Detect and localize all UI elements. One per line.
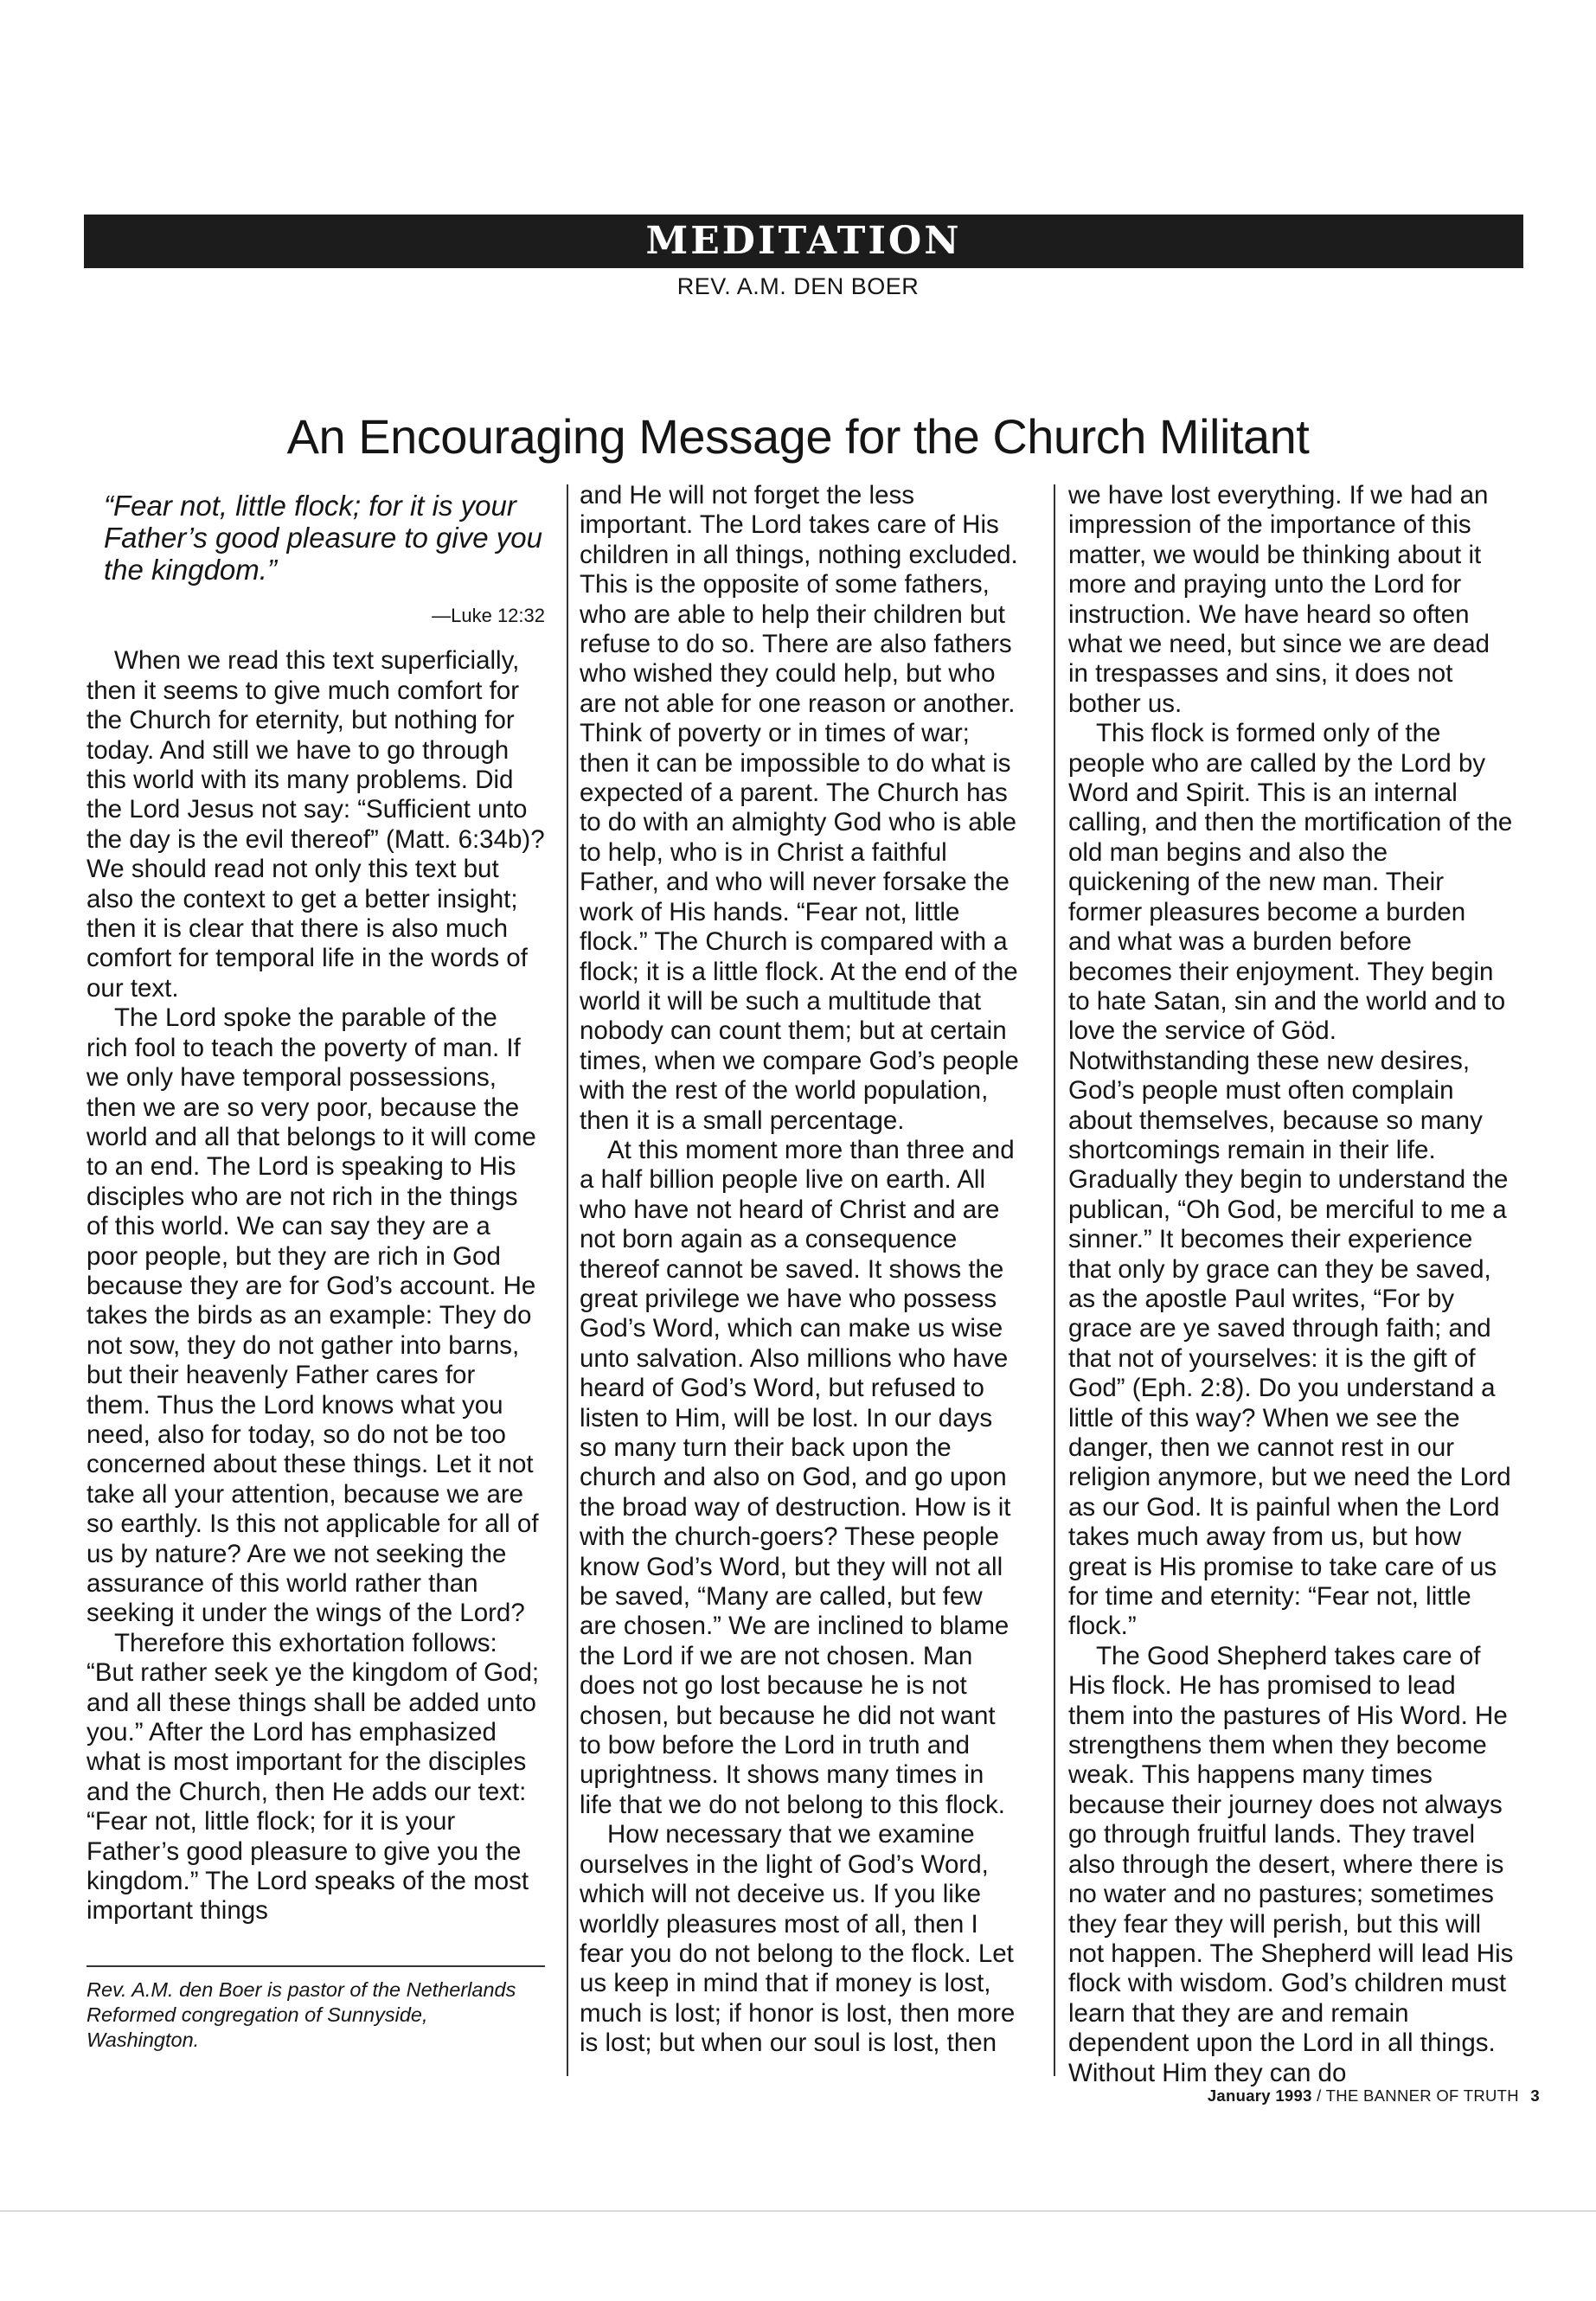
author-footnote: Rev. A.M. den Boer is pastor of the Netherlands Reformed congregation of Sunnyside, Washington. (87, 1978, 516, 2051)
paragraph: and He will not forget the less important. The Lord takes care of His children in all things, nothing excluded. This is the opposite of some fathers, who are able to help their children but refuse to do so. There are also fathers who wished they could help, but who are not able for one reason or another. Think of poverty or in times of war; then it can be impossible to do what is expected of a parent. The Church has to do with an almighty God who is able to help, who is in Christ a faithful Father, and who will never forsake the work of His hands. “Fear not, little flock.” The Church is compared with a flock; it is a little flock. At the end of the world it will be such a multitude that nobody can count them; but at certain times, when we compare God’s people with the rest of the world population, then it is a small percentage. (580, 481, 1019, 1135)
page-margin-top (0, 0, 1596, 121)
section-label: MEDITATION (645, 219, 962, 263)
column-divider-1 (567, 484, 568, 2076)
paragraph: This flock is formed only of the people who are called by the Lord by Word and Spirit. This is an internal calling, and then the mortification of the old man begins and also the quickening of the new man. Their former pleasures become a burden and what was a burden before becomes their enjoyment. They begin to hate Satan, sin and the world and to love the service of Göd. Notwithstanding these new desires, God’s people must often complain about themselves, because so many shortcomings remain in their life. Gradually they begin to understand the publican, “Oh God, be merciful to me a sinner.” It becomes their experience that only by grace can they be saved, as the apostle Paul writes, “For by grace are ye saved through faith; and that not of yourselves: it is the gift of God” (Eph. 2:8). Do you understand a little of this way? When we see the danger, then we cannot rest in our religion anymore, but we need the Lord as our God. It is painful when the Lord takes much away from us, but how great is His promise to take care of us for time and eternity: “Fear not, little flock.” (1068, 719, 1513, 1641)
column-2 (580, 481, 1021, 2059)
paragraph: The Lord spoke the parable of the rich fool to teach the poverty of man. If we only have temporal possessions, then we are so very poor, because the world and all that belongs to it will come to an end. The Lord is speaking to His disciples who are not rich in the things of this world. We can say they are a poor people, but they are rich in God because they are for God’s account. He takes the birds as an example: They do not sow, they do not gather into barns, but their heavenly Father cares for them. Thus the Lord knows what you need, also for today, so do not be too concerned about these things. Let it not take all your attention, because we are so earthly. Is this not applicable for all of us by nature? Are we not seeking the assurance of this world rather than seeking it under the wings of the Lord? (87, 1003, 539, 1628)
footnote-divider (87, 1965, 545, 1967)
paragraph: How necessary that we examine ourselves in the light of God’s Word, which will not deceive us. If you like worldly pleasures most of all, then I fear you do not belong to the flock. Let us keep in mind that if money is lost, much is lost; if honor is lost, then more is lost; but when our soul is lost, then (580, 1820, 1016, 2058)
issue-date: January 1993 (1207, 2086, 1312, 2105)
page-number: 3 (1530, 2086, 1540, 2105)
column-divider-2 (1054, 484, 1055, 2076)
article-title: An Encouraging Message for the Church Militant (286, 409, 1310, 464)
section-banner (84, 215, 1523, 268)
author-byline: REV. A.M. DEN BOER (676, 273, 920, 299)
paragraph: Therefore this exhortation follows: “But rather seek ye the kingdom of God; and all these things shall be added unto you.” After the Lord has emphasized what is most important for the disciples and the Church, then He adds our text: “Fear not, little flock; for it is your Father’s good pleasure to give you the kingdom.” The Lord speaks of the most important things (87, 1628, 540, 1926)
epigraph-reference: —Luke 12:32 (432, 605, 545, 626)
page-footer (1107, 2086, 1540, 2106)
publication-name: / THE BANNER OF TRUTH (1317, 2086, 1519, 2105)
column-3 (1068, 481, 1514, 2088)
paragraph: The Good Shepherd takes care of His flock. He has promised to lead them into the pastures of His Word. He strengthens them when they become weak. This happens many times because their journey does not always go through fruitful lands. They travel also through the desert, where there is no water and no pastures; sometimes they fear they will perish, but this will not happen. The Shepherd will lead His flock with wisdom. God’s children must learn that they are and remain dependent upon the Lord in all things. Without Him they can do (1068, 1641, 1514, 2087)
paragraph: At this moment more than three and a half billion people live on earth. All who have not heard of Christ and are not born again as a consequence thereof cannot be saved. It shows the great privilege we have who possess God’s Word, which can make us wise unto salvation. Also millions who have heard of God’s Word, but refused to listen to Him, will be lost. In our days so many turn their back upon the church and also on God, and go upon the broad way of destruction. How is it with the church-goers? These people know God’s Word, but they will not all be saved, “Many are called, but few are chosen.” We are inclined to blame the Lord if we are not chosen. Man does not go lost because he is not chosen, but because he did not want to bow before the Lord in truth and uprightness. It shows many times in life that we do not belong to this flock. (580, 1135, 1015, 1819)
paragraph: When we read this text superficially, then it seems to give much comfort for the Church for eternity, but nothing for today. And still we have to go through this world with its many problems. Did the Lord Jesus not say: “Sufficient unto the day is the evil thereof” (Matt. 6:34b)? We should read not only this text but also the context to get a better insight; then it is clear that there is also much comfort for temporal life in the words of our text. (87, 646, 545, 1003)
scan-bottom-edge (0, 2210, 1596, 2212)
column-1 (87, 481, 545, 1926)
epigraph-quote: “Fear not, little flock; for it is your Father’s good pleasure to give you the kingdom.” (104, 490, 542, 586)
paragraph: we have lost everything. If we had an impression of the importance of this matter, we would be thinking about it more and praying unto the Lord for instruction. We have heard so often what we need, but since we are dead in trespasses and sins, it does not bother us. (1068, 481, 1490, 718)
